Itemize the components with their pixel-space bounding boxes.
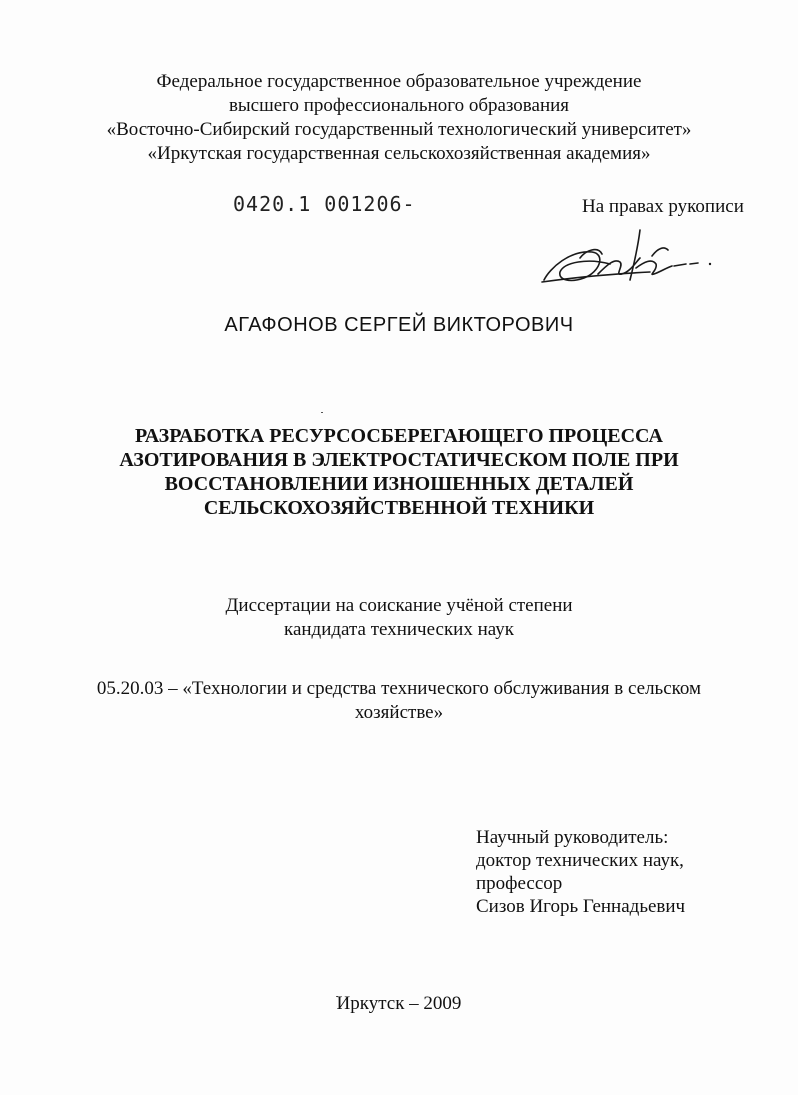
supervisor-line: Научный руководитель: (476, 827, 669, 848)
title-line: РАЗРАБОТКА РЕСУРСОСБЕРЕГАЮЩЕГО ПРОЦЕССА (135, 425, 663, 447)
institution-header (0, 70, 798, 166)
header-line: «Восточно-Сибирский государственный технологический университет» (106, 119, 692, 140)
degree-statement (0, 594, 798, 642)
archive-code-stamp: 0420.1 001206- (233, 192, 416, 216)
dissertation-title (0, 424, 798, 520)
rights-note: На правах рукописи (582, 196, 744, 217)
specialty-line: 05.20.03 – «Технологии и средства технического обслуживания в сельском (96, 678, 702, 699)
header-line: высшего профессионального образования (228, 95, 570, 116)
author-name: АГАФОНОВ СЕРГЕЙ ВИКТОРОВИЧ (224, 314, 574, 336)
supervisor-line: профессор (476, 873, 563, 894)
title-line: СЕЛЬСКОХОЗЯЙСТВЕННОЙ ТЕХНИКИ (203, 497, 595, 519)
supervisor-line: доктор технических наук, (476, 850, 684, 871)
title-line: АЗОТИРОВАНИЯ В ЭЛЕКТРОСТАТИЧЕСКОМ ПОЛЕ ПРИ (119, 449, 679, 471)
degree-line: кандидата технических наук (284, 619, 514, 640)
supervisor-block (476, 826, 776, 918)
header-line: Федеральное государственное образовательное учреждение (156, 71, 642, 92)
header-line: «Иркутская государственная сельскохозяйственная академия» (147, 143, 651, 164)
specialty-line: хозяйстве» (354, 702, 444, 723)
scan-speck (321, 412, 323, 413)
supervisor-line: Сизов Игорь Геннадьевич (476, 896, 686, 917)
city-year: Иркутск – 2009 (336, 993, 462, 1014)
title-line: ВОССТАНОВЛЕНИИ ИЗНОШЕННЫХ ДЕТАЛЕЙ (164, 473, 634, 495)
handwritten-signature (540, 228, 720, 296)
degree-line: Диссертации на соискание учёной степени (225, 595, 573, 616)
specialty-code (0, 677, 798, 725)
